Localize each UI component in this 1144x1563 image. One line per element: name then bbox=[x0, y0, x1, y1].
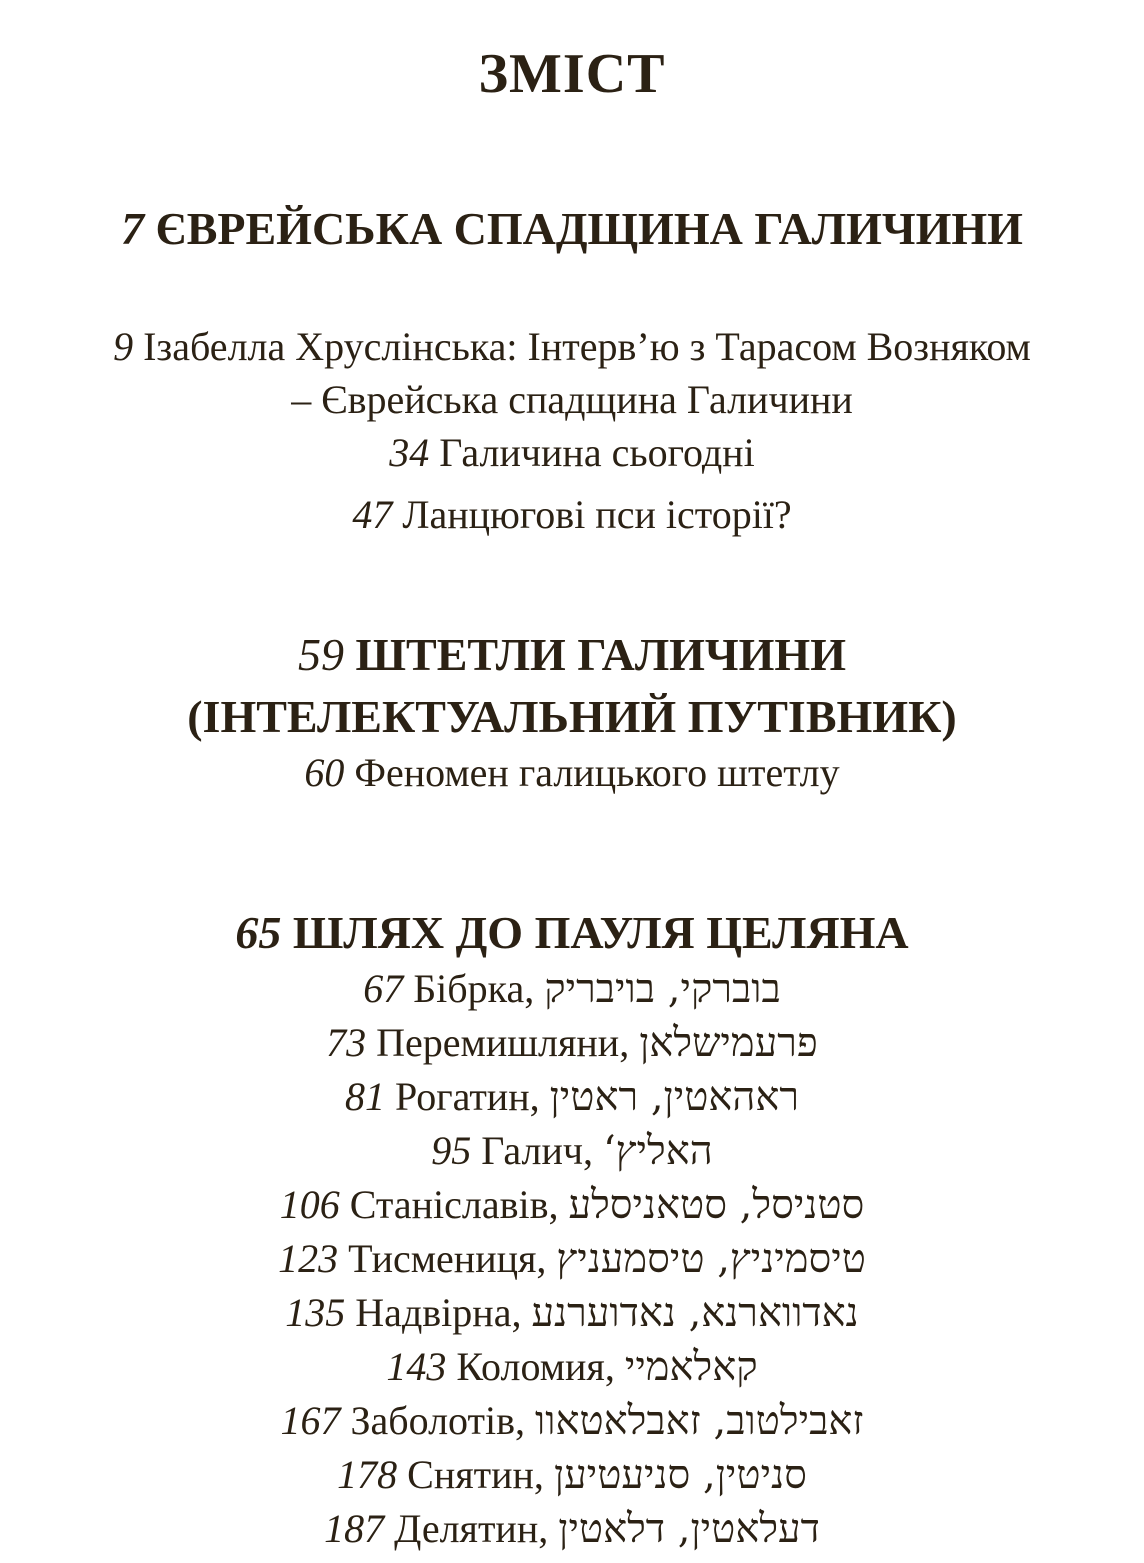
entry-title: Феномен галицького штетлу bbox=[354, 750, 840, 795]
town-name-hebrew: סטניסל, סטאניסלע bbox=[568, 1182, 865, 1228]
town-name: Бібрка, bbox=[413, 966, 535, 1011]
entry-title: Ланцюгові пси історії? bbox=[402, 492, 792, 537]
town-name: Тисмениця, bbox=[348, 1236, 547, 1281]
town-name: Галич, bbox=[481, 1128, 593, 1173]
entry-page-number: 135 bbox=[285, 1290, 346, 1335]
town-name: Заболотів, bbox=[350, 1398, 525, 1443]
toc-entry-town bbox=[0, 1286, 1144, 1340]
town-name-hebrew: זאבילטוב, זאבלאטאוו bbox=[535, 1398, 864, 1444]
entry-page-number: 9 bbox=[113, 324, 134, 369]
section-heading-jewish-heritage bbox=[0, 200, 1144, 258]
toc-entry-town bbox=[0, 962, 1144, 1016]
toc-entry-town bbox=[0, 1448, 1144, 1502]
entry-page-number: 187 bbox=[324, 1506, 385, 1551]
section-page-number: 7 bbox=[121, 203, 145, 254]
town-name: Снятин, bbox=[407, 1452, 544, 1497]
town-name: Коломия, bbox=[456, 1344, 615, 1389]
entry-page-number: 67 bbox=[363, 966, 404, 1011]
toc-entry-town bbox=[0, 1070, 1144, 1124]
town-name-hebrew: בוברקי, בויבריק bbox=[544, 966, 781, 1012]
toc-entry-town bbox=[0, 1124, 1144, 1178]
section-subtitle: (ІНТЕЛЕКТУАЛЬНИЙ ПУТІВНИК) bbox=[187, 691, 957, 742]
town-name-hebrew: פרעמישלאן bbox=[639, 1020, 818, 1066]
town-name-hebrew: קאלאמיי bbox=[624, 1344, 758, 1390]
section-title: ШТЕТЛИ ГАЛИЧИНИ bbox=[355, 629, 846, 680]
entry-page-number: 106 bbox=[279, 1182, 340, 1227]
entry-title: Ізабелла Хруслінська: Інтерв’ю з Тарасом Возняком bbox=[143, 324, 1031, 369]
toc-entry-town bbox=[0, 1016, 1144, 1070]
entry-page-number: 143 bbox=[386, 1344, 447, 1389]
entry-page-number: 73 bbox=[326, 1020, 367, 1065]
entry-page-number: 47 bbox=[352, 492, 393, 537]
town-name-hebrew: ראהאטין, ראטין bbox=[549, 1074, 800, 1120]
section-heading-shtetls-subtitle bbox=[0, 688, 1144, 746]
toc-entry bbox=[0, 488, 1144, 542]
section-heading-celan-path bbox=[0, 904, 1144, 962]
section-page-number: 59 bbox=[298, 629, 345, 680]
toc-entry-town bbox=[0, 1394, 1144, 1448]
town-name-hebrew: דעלאטין, דלאטין bbox=[558, 1506, 820, 1552]
section-page-number: 65 bbox=[235, 907, 282, 958]
entry-page-number: 34 bbox=[389, 430, 430, 475]
section-title: ЄВРЕЙСЬКА СПАДЩИНА ГАЛИЧИНИ bbox=[155, 203, 1023, 254]
entry-title: – Єврейська спадщина Галичини bbox=[291, 377, 853, 422]
town-name: Станіславів, bbox=[349, 1182, 559, 1227]
entry-page-number: 178 bbox=[337, 1452, 398, 1497]
town-name-hebrew: האליץ‘ bbox=[602, 1128, 713, 1174]
entry-page-number: 123 bbox=[278, 1236, 339, 1281]
town-name-hebrew: נאדווארנא, נאדוערנע bbox=[531, 1290, 859, 1336]
toc-entry bbox=[0, 426, 1144, 480]
town-name: Перемишляни, bbox=[376, 1020, 630, 1065]
toc-entry-town bbox=[0, 1232, 1144, 1286]
toc-entry bbox=[0, 746, 1144, 800]
section-title: ШЛЯХ ДО ПАУЛЯ ЦЕЛЯНА bbox=[292, 907, 909, 958]
entry-page-number: 60 bbox=[304, 750, 345, 795]
entry-page-number: 167 bbox=[280, 1398, 341, 1443]
town-name-hebrew: סניטין, סניעטיען bbox=[553, 1452, 807, 1498]
toc-entry-town bbox=[0, 1502, 1144, 1556]
toc-entry-continuation bbox=[0, 373, 1144, 427]
town-name-hebrew: טיסמיניץ, טיסמעניץ bbox=[556, 1236, 866, 1282]
entry-title: Галичина сьогодні bbox=[439, 430, 755, 475]
toc-entry-town bbox=[0, 1178, 1144, 1232]
town-name: Делятин, bbox=[394, 1506, 549, 1551]
entry-page-number: 81 bbox=[344, 1074, 385, 1119]
toc-entry bbox=[0, 320, 1144, 374]
entry-page-number: 95 bbox=[431, 1128, 472, 1173]
town-name: Рогатин, bbox=[394, 1074, 540, 1119]
toc-entry-town bbox=[0, 1340, 1144, 1394]
section-heading-shtetls bbox=[0, 626, 1144, 684]
town-name: Надвірна, bbox=[355, 1290, 522, 1335]
page-title: ЗМІСТ bbox=[478, 43, 666, 105]
